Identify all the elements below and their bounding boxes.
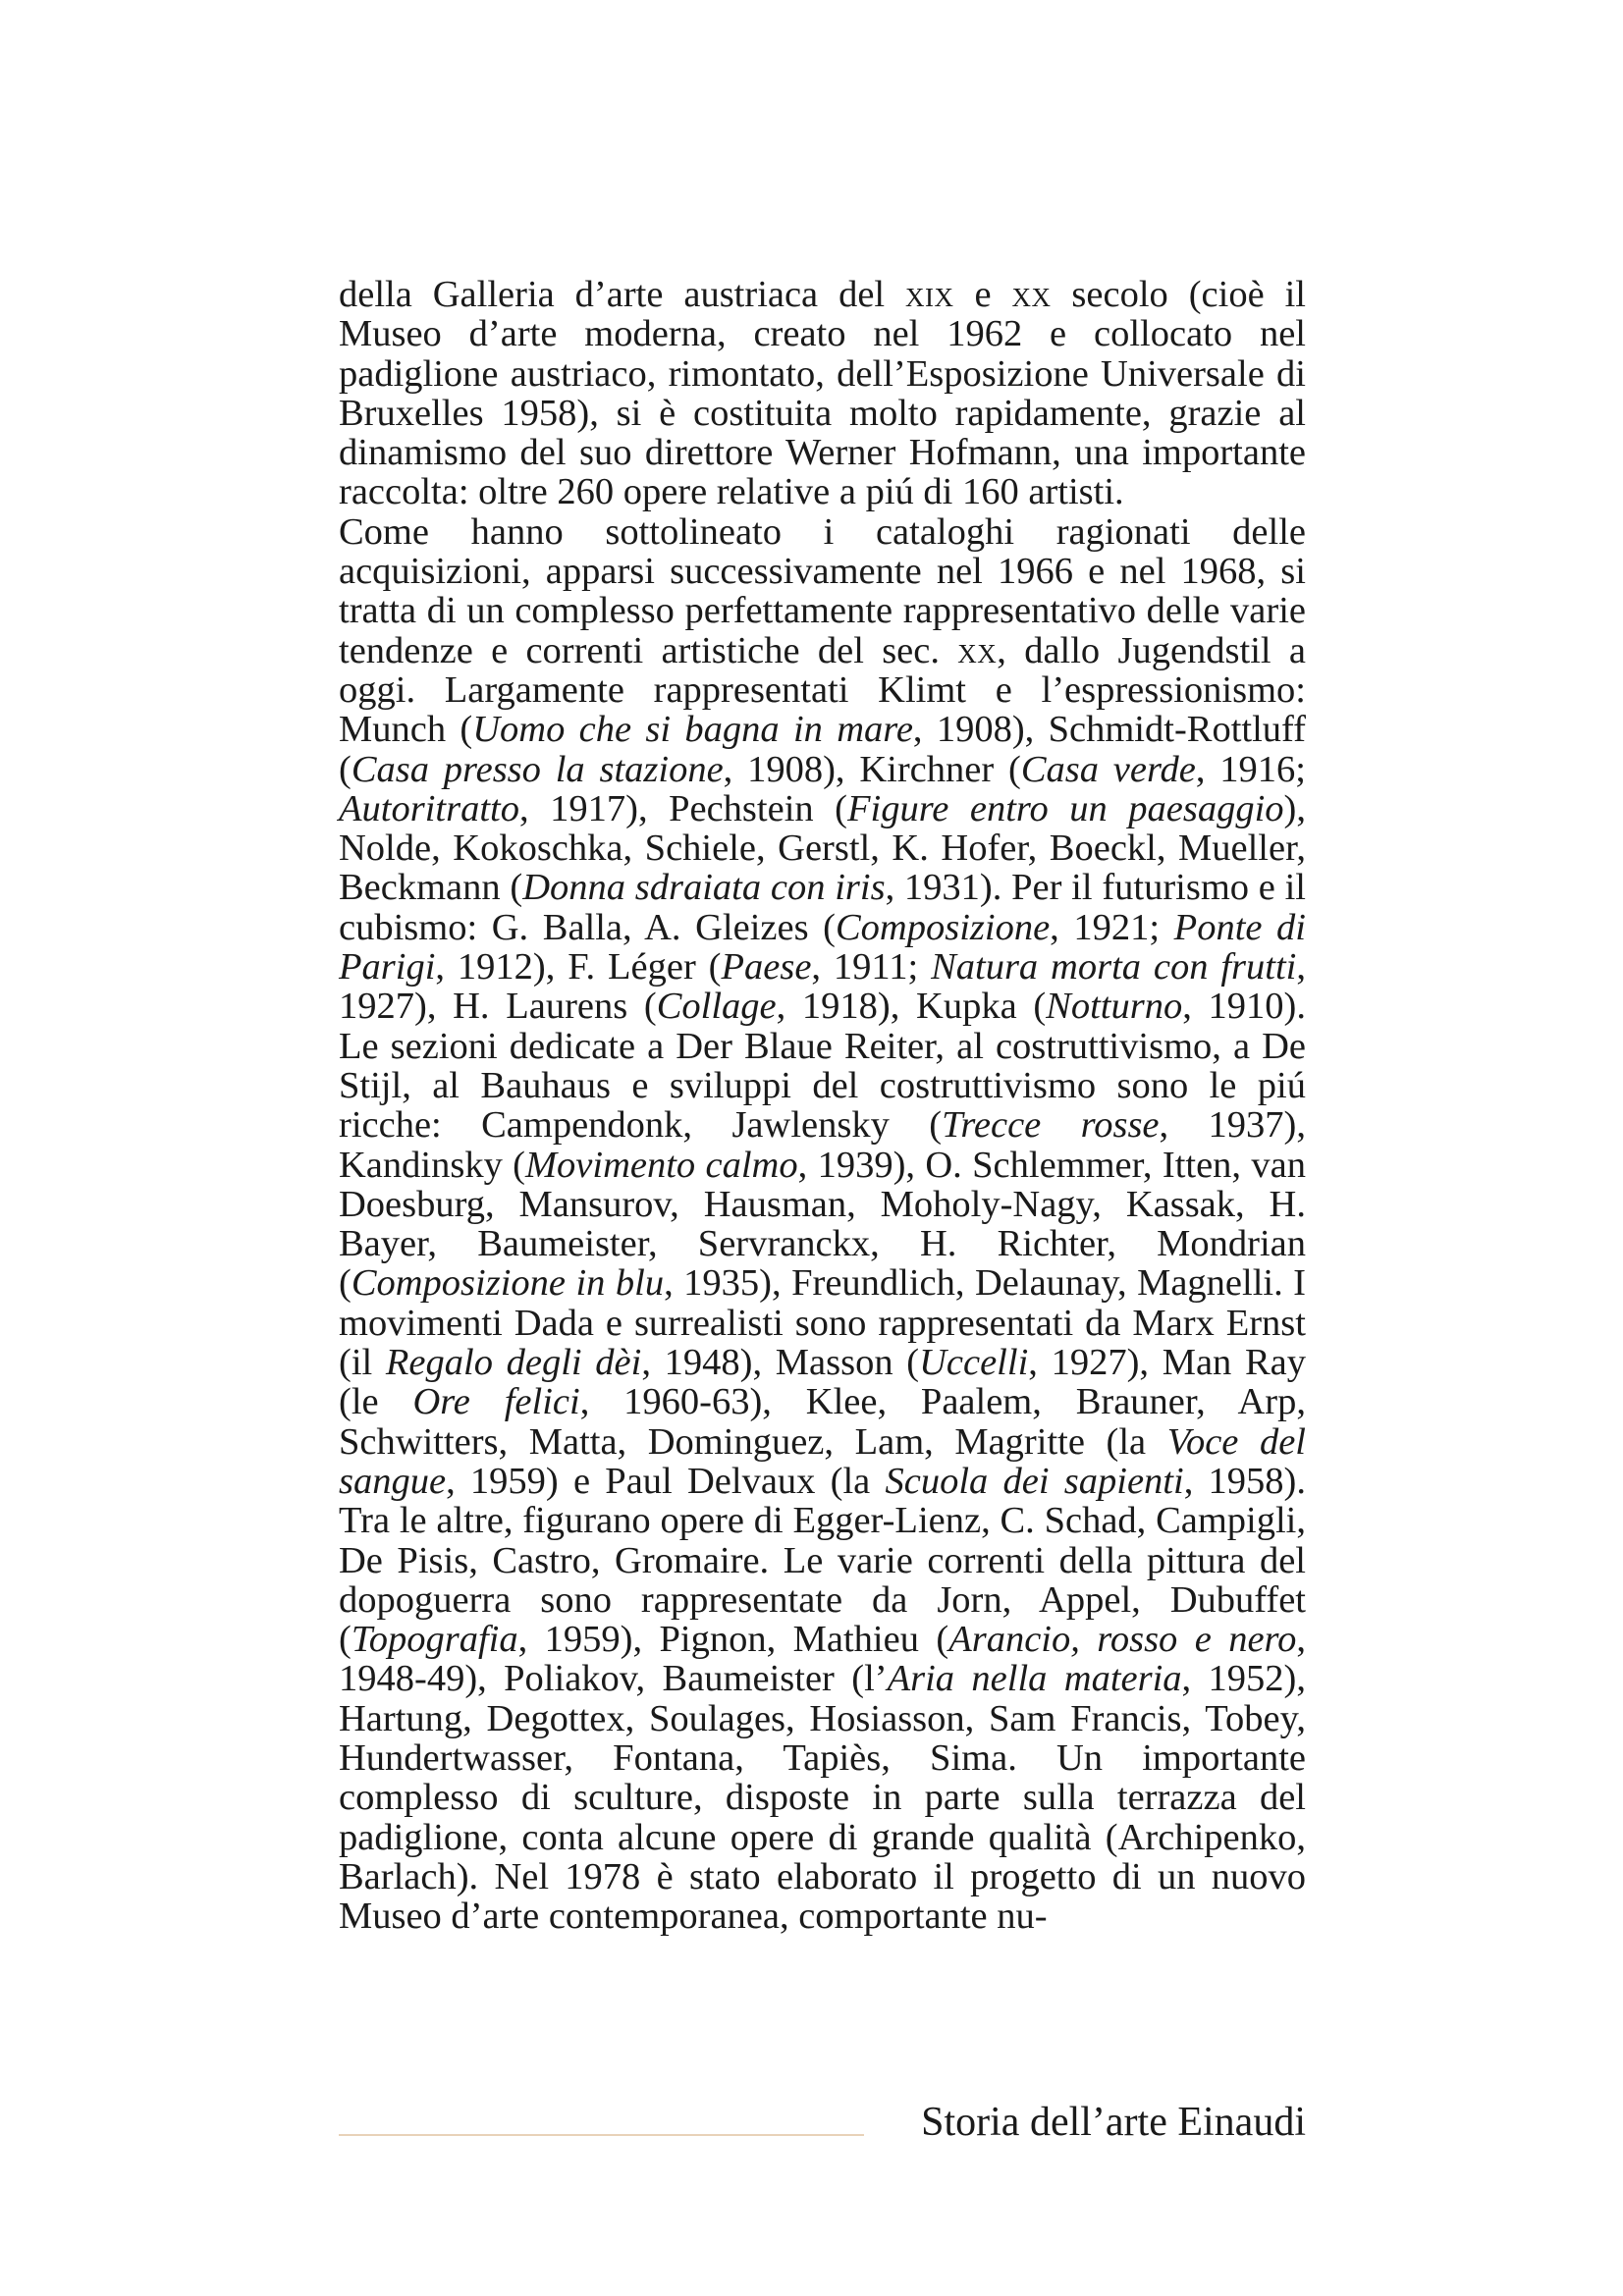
italic-title: Autoritratto xyxy=(339,787,519,829)
footer-title: Storia dell’arte Einaudi xyxy=(921,2100,1306,2145)
text-run: , 1918), Kupka ( xyxy=(776,986,1047,1028)
text-run: della Galleria d’arte austriaca del xyxy=(339,274,906,315)
text-run: , 1939), O. Schlemmer, Itten, van Doesburg, Mansurov, Hausman, Moholy-Nagy, Kassak, H. Bayer, Baumeister, Servranckx, H. Richter, Mondrian ( xyxy=(339,1144,1306,1305)
roman-numeral: xix xyxy=(905,274,954,315)
italic-title: Collage xyxy=(656,986,777,1028)
italic-title: Trecce rosse xyxy=(942,1104,1160,1147)
text-run: , 1916; xyxy=(1195,748,1306,790)
body-text xyxy=(339,275,1306,1936)
text-run: , 1917), Pechstein ( xyxy=(518,787,847,829)
italic-title: Voce del sangue xyxy=(339,1420,1306,1502)
text-run: , 1935), Freundlich, Delaunay, Magnelli. I movimenti Dada e surrealisti sono rappresentati da Marx Ernst (il xyxy=(339,1262,1306,1384)
paragraph-1 xyxy=(339,275,1306,512)
text-run: , 1908), Schmidt-Rottluff ( xyxy=(339,709,1306,790)
italic-title: Composizione xyxy=(835,906,1051,948)
italic-title: Donna sdraiata con iris xyxy=(522,867,886,909)
italic-title: Scuola dei sapienti xyxy=(885,1460,1184,1502)
text-run: , 1931). Per il futurismo e il cubismo: G. Balla, A. Gleizes ( xyxy=(339,867,1307,948)
italic-title: Notturno xyxy=(1046,986,1183,1028)
footer-rule xyxy=(339,2134,864,2136)
text-run: , 1959), Pignon, Mathieu ( xyxy=(517,1619,949,1661)
text-run: , 1948), Masson ( xyxy=(641,1342,920,1384)
text-run: , 1927), Man Ray (le xyxy=(339,1342,1306,1423)
text-run: secolo (cioè il Museo d’arte moderna, creato nel 1962 e collocato nel padiglione austriaco, rimontato, dell’Esposizione Universale di Bruxelles 1958), si è costituita molto rapidamente, grazie al dinamismo del suo direttore Werner Hofmann, una importante raccolta: oltre 260 opere relative a piú di 160 artisti. xyxy=(339,274,1306,513)
italic-title: Topografia xyxy=(351,1619,518,1661)
roman-numeral: xx xyxy=(1011,274,1052,315)
text-run: , 1908), Kirchner ( xyxy=(723,748,1021,790)
text-run: , 1952), Hartung, Degottex, Soulages, Hosiasson, Sam Francis, Tobey, Hundertwasser, Fontana, Tapiès, Sima. Un importante complesso di sculture, disposte in parte sulla terrazza del padiglione, conta alcune opere di grande qualità (Archipenko, Barlach). Nel 1978 è stato elaborato il progetto di un nuovo Museo d’arte contemporanea, comportante nu- xyxy=(339,1658,1306,1938)
text-run: , 1959) e Paul Delvaux (la xyxy=(446,1460,886,1502)
page-footer xyxy=(339,2095,1306,2154)
text-run: , 1960-63), Klee, Paalem, Brauner, Arp, Schwitters, Matta, Dominguez, Lam, Magritte (la xyxy=(339,1381,1306,1463)
italic-title: Regalo degli dèi xyxy=(385,1342,642,1384)
italic-title: Natura morta con frutti xyxy=(931,946,1297,988)
italic-title: Composizione in blu xyxy=(351,1262,665,1305)
italic-title: Uccelli xyxy=(919,1342,1029,1384)
text-run: , 1937), Kandinsky ( xyxy=(339,1104,1306,1186)
text-run: , 1921; xyxy=(1050,906,1174,948)
roman-numeral: xx xyxy=(957,629,998,671)
italic-title: Uomo che si bagna in mare xyxy=(472,709,913,751)
text-run: , 1912), F. Léger ( xyxy=(435,946,722,988)
text-run: , 1958). Tra le altre, figurano opere di Egger-Lienz, C. Schad, Campigli, De Pisis, Castro, Gromaire. Le varie correnti della pittura del dopoguerra sono rappresentate da Jorn, Appel, Dubuffet ( xyxy=(339,1460,1307,1661)
text-run: , dallo Jugendstil a oggi. Largamente rappresentati Klimt e l’espressionismo: Munch ( xyxy=(339,629,1306,751)
text-run: , 1910). Le sezioni dedicate a Der Blaue Reiter, al costruttivismo, a De Stijl, al Bauhaus e sviluppi del costruttivismo sono le piú ricche: Campendonk, Jawlensky ( xyxy=(339,986,1306,1147)
italic-title: Casa presso la stazione xyxy=(351,748,724,790)
text-run: Come hanno sottolineato i cataloghi ragionati delle acquisizioni, apparsi successivamente nel 1966 e nel 1968, si tratta di un complesso perfettamente rappresentativo delle varie tendenze e correnti artistiche del sec. xyxy=(339,510,1306,671)
text-run: , 1911; xyxy=(811,946,932,988)
paragraph-2 xyxy=(339,512,1306,1937)
italic-title: Ore felici xyxy=(412,1381,580,1423)
italic-title: Ponte di Parigi xyxy=(339,906,1307,988)
italic-title: Figure entro un paesaggio xyxy=(847,787,1284,829)
text-run: , 1927), H. Laurens ( xyxy=(339,946,1306,1028)
italic-title: Arancio, rosso e nero xyxy=(948,1619,1297,1661)
text-run: ), Nolde, Kokoschka, Schiele, Gerstl, K. Hofer, Boeckl, Mueller, Beckmann ( xyxy=(339,787,1306,909)
italic-title: Aria nella materia xyxy=(887,1658,1182,1700)
italic-title: Casa verde xyxy=(1020,748,1196,790)
italic-title: Movimento calmo xyxy=(524,1144,798,1186)
text-run: e xyxy=(953,274,1012,315)
italic-title: Paese xyxy=(721,946,812,988)
text-run: , 1948-49), Poliakov, Baumeister (l’ xyxy=(339,1619,1306,1700)
